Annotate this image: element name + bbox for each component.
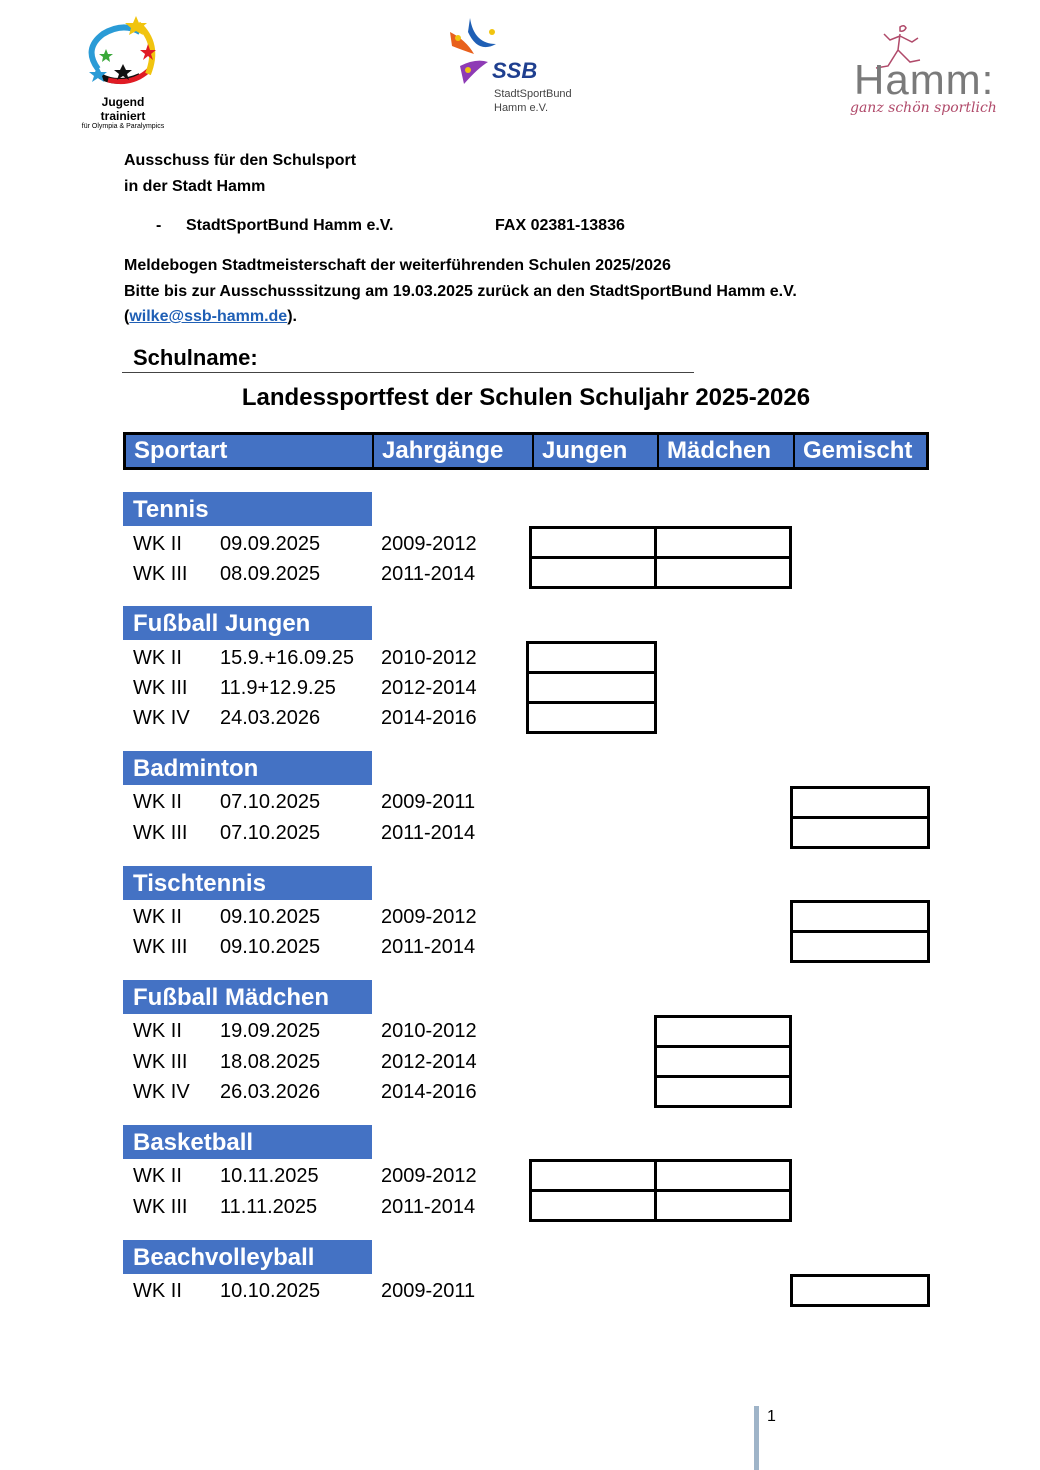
email-link[interactable]: wilke@ssb-hamm.de — [129, 308, 288, 325]
instruction-text: Bitte bis zur Ausschusssitzung am 19.03.2025 zurück an den StadtSportBund Hamm e.V. — [124, 283, 797, 300]
hamm-logo-tagline: ganz schön sportlich — [850, 100, 997, 116]
ssb-logo — [448, 14, 588, 118]
page-title: Landessportfest der Schulen Schuljahr 2025-2026 — [241, 384, 811, 411]
basketball-wk3-maedchen-box[interactable] — [654, 1189, 792, 1222]
ssb-logo-line1: StadtSportBund — [494, 88, 572, 100]
col-gemischt: Gemischt — [803, 437, 913, 464]
section-badminton: Badminton — [123, 751, 372, 785]
col-jahrgaenge: Jahrgänge — [374, 435, 534, 467]
page-number-bar — [754, 1406, 759, 1470]
badminton-wk3-gemischt-box[interactable] — [790, 816, 930, 849]
committee-line-2: in der Stadt Hamm — [124, 178, 266, 195]
fussball-maedchen-wk3-box[interactable] — [654, 1045, 792, 1078]
section-tennis: Tennis — [123, 492, 372, 526]
bullet-dash: - — [156, 217, 162, 234]
beachvolleyball-wk2-gemischt-box[interactable] — [790, 1274, 930, 1307]
school-name-label: Schulname: — [133, 345, 258, 370]
fax-number: FAX 02381-13836 — [495, 217, 625, 234]
col-maedchen: Mädchen — [659, 435, 795, 467]
section-tischtennis: Tischtennis — [123, 866, 372, 900]
section-fussball-maedchen: Fußball Mädchen — [123, 980, 372, 1014]
page-number: 1 — [767, 1408, 776, 1425]
jt-logo-title: Jugend trainiert — [100, 95, 146, 123]
jugend-trainiert-logo — [78, 14, 168, 130]
org-name: StadtSportBund Hamm e.V. — [186, 217, 394, 234]
jt-logo-subtitle: für Olympia & Paralympics — [81, 123, 165, 130]
ssb-figures-icon — [448, 14, 498, 84]
col-sportart: Sportart — [126, 435, 374, 467]
fussball-maedchen-wk2-box[interactable] — [654, 1015, 792, 1048]
fussball-jungen-wk4-box[interactable] — [526, 701, 657, 734]
hamm-logo — [850, 22, 1000, 122]
col-jungen: Jungen — [534, 435, 659, 467]
stars-icon — [78, 14, 168, 90]
tischtennis-wk3-gemischt-box[interactable] — [790, 930, 930, 963]
tischtennis-wk2-gemischt-box[interactable] — [790, 900, 930, 933]
tennis-wk3-jungen-box[interactable] — [529, 556, 657, 589]
section-fussball-jungen: Fußball Jungen — [123, 606, 372, 640]
email-line — [124, 307, 297, 327]
column-header — [123, 432, 929, 470]
tennis-wk2-maedchen-box[interactable] — [654, 526, 792, 559]
form-title: Meldebogen Stadtmeisterschaft der weiterführenden Schulen 2025/2026 — [124, 257, 671, 274]
basketball-wk2-maedchen-box[interactable] — [654, 1159, 792, 1192]
fussball-jungen-wk3-box[interactable] — [526, 671, 657, 704]
fussball-jungen-wk2-box[interactable] — [526, 641, 657, 674]
ssb-logo-title: SSB — [492, 58, 538, 83]
tennis-wk3-maedchen-box[interactable] — [654, 556, 792, 589]
ssb-logo-line2: Hamm e.V. — [494, 102, 549, 114]
hamm-logo-title: Hamm: — [854, 56, 995, 103]
basketball-wk2-jungen-box[interactable] — [529, 1159, 657, 1192]
tennis-wk2-jungen-box[interactable] — [529, 526, 657, 559]
fussball-maedchen-wk4-box[interactable] — [654, 1075, 792, 1108]
section-beachvolleyball: Beachvolleyball — [123, 1240, 372, 1274]
section-basketball: Basketball — [123, 1125, 372, 1159]
email-open: ( — [124, 308, 130, 325]
email-close: ). — [287, 308, 297, 325]
committee-line-1: Ausschuss für den Schulsport — [124, 152, 357, 169]
school-name-field[interactable] — [122, 372, 694, 373]
badminton-wk2-gemischt-box[interactable] — [790, 786, 930, 819]
basketball-wk3-jungen-box[interactable] — [529, 1189, 657, 1222]
